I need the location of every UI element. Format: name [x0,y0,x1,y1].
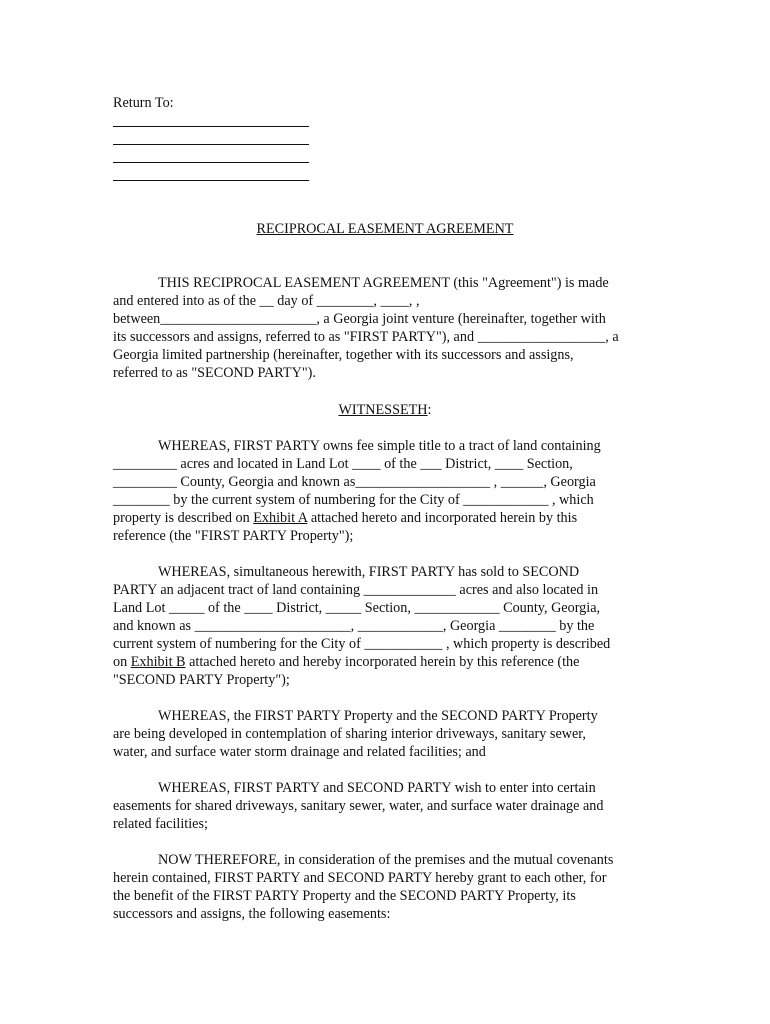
now-therefore-line: successors and assigns, the following easements: [113,906,391,922]
whereas4-line: WHEREAS, FIRST PARTY and SECOND PARTY wish to enter into certain [158,780,596,796]
now-therefore-line: NOW THEREFORE, in consideration of the premises and the mutual covenants [158,852,614,868]
return-address-line-4 [113,180,309,181]
whereas2-line: and known as ______________________, ____________, Georgia ________ by the [113,618,595,634]
intro-line: its successors and assigns, referred to as "FIRST PARTY"), and __________________, a [113,329,619,345]
whereas2-line [113,653,579,671]
whereas4-line: related facilities; [113,816,208,832]
intro-line: THIS RECIPROCAL EASEMENT AGREEMENT (this "Agreement") is made [158,275,609,291]
intro-line: between______________________, a Georgia joint venture (hereinafter, together with [113,311,606,327]
whereas1-line: WHEREAS, FIRST PARTY owns fee simple title to a tract of land containing [158,438,601,454]
whereas1-line: reference (the "FIRST PARTY Property"); [113,528,354,544]
witnesseth-heading [0,401,770,419]
now-therefore-line: the benefit of the FIRST PARTY Property and the SECOND PARTY Property, its [113,888,576,904]
whereas2-line: Land Lot _____ of the ____ District, _____ Section, ____________ County, Georgia, [113,600,601,616]
whereas1-line: _________ County, Georgia and known as___________________ , ______, Georgia [113,474,596,490]
whereas2-text: attached hereto and hereby incorporated herein by this reference (the [185,654,580,670]
document-title-text: RECIPROCAL EASEMENT AGREEMENT [256,221,514,237]
exhibit-a-link[interactable]: Exhibit A [253,510,308,526]
whereas1-line: ________ by the current system of numbering for the City of ____________ , which [113,492,594,508]
whereas1-text: attached hereto and incorporated herein by this [307,510,578,526]
whereas2-line: current system of numbering for the City of ___________ , which property is described [113,636,611,652]
whereas3-line: are being developed in contemplation of sharing interior driveways, sanitary sewer, [113,726,586,742]
whereas2-line: "SECOND PARTY Property"); [113,672,290,688]
return-address-line-3 [113,162,309,163]
whereas3-line: WHEREAS, the FIRST PARTY Property and the SECOND PARTY Property [158,708,598,724]
whereas2-line: WHEREAS, simultaneous herewith, FIRST PARTY has sold to SECOND [158,564,580,580]
intro-line: Georgia limited partnership (hereinafter, together with its successors and assigns, [113,347,574,363]
now-therefore-line: herein contained, FIRST PARTY and SECOND PARTY hereby grant to each other, for [113,870,607,886]
whereas3-line: water, and surface water storm drainage and related facilities; and [113,744,486,760]
whereas4-line: easements for shared driveways, sanitary sewer, water, and surface water drainage and [113,798,604,814]
whereas2-text: on [113,654,131,670]
return-address-line-2 [113,144,309,145]
document-title [0,220,770,238]
whereas2-line: PARTY an adjacent tract of land containing _____________ acres and also located in [113,582,599,598]
intro-line: and entered into as of the __ day of ________, ____, , [113,293,420,309]
witnesseth-colon: : [427,402,432,418]
exhibit-b-link[interactable]: Exhibit B [130,654,186,670]
whereas1-line: _________ acres and located in Land Lot ____ of the ___ District, ____ Section, [113,456,573,472]
witnesseth-word: WITNESSETH [338,402,428,418]
return-address-line-1 [113,126,309,127]
intro-line: referred to as "SECOND PARTY"). [113,365,316,381]
return-to-label: Return To: [113,95,174,111]
whereas1-text: property is described on [113,510,254,526]
whereas1-line [113,509,577,527]
